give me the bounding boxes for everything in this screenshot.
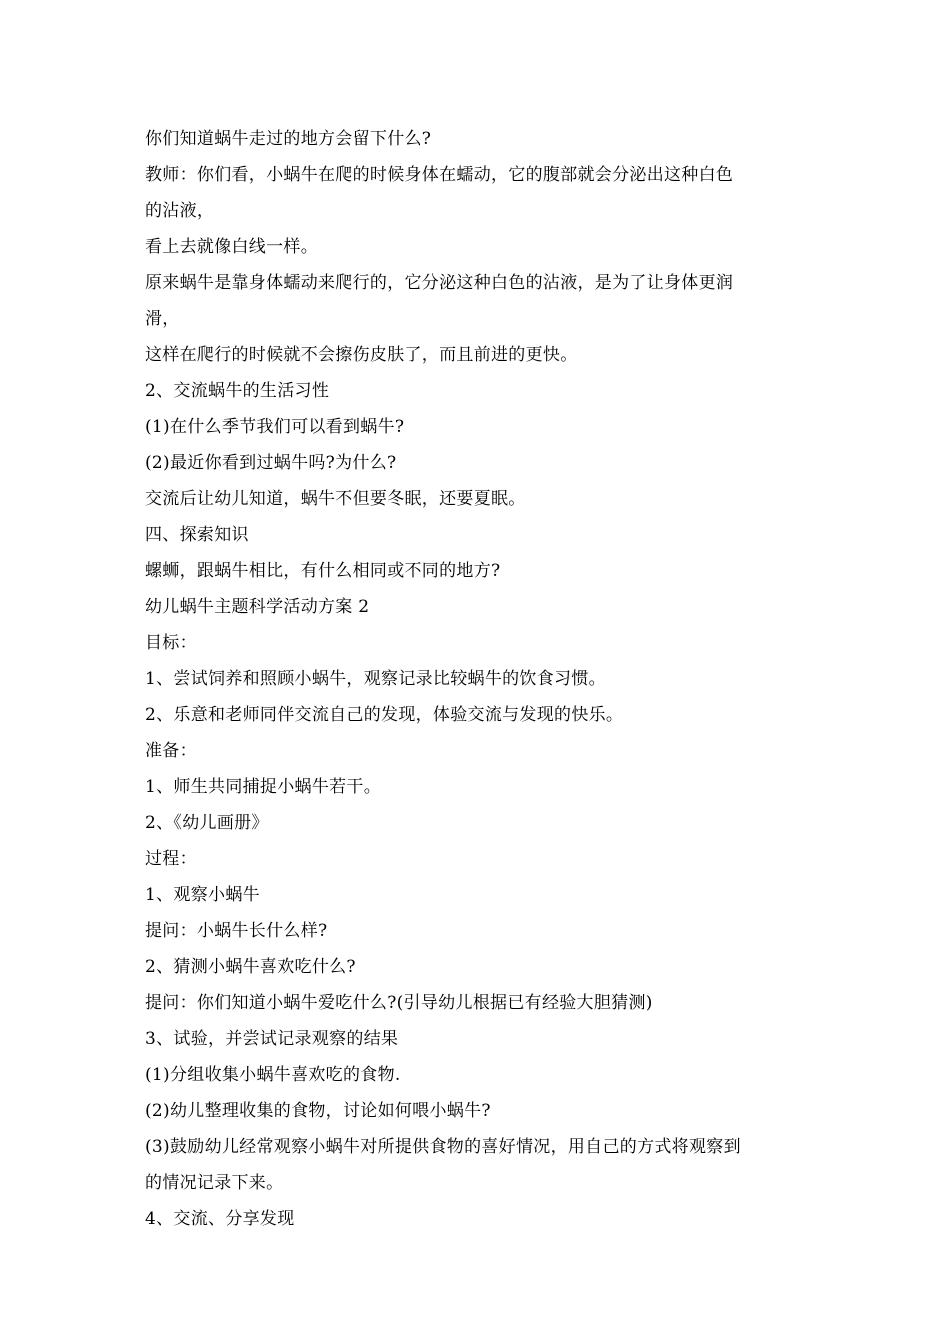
question-item: (2)幼儿整理收集的食物，讨论如何喂小蜗牛? — [145, 1101, 491, 1121]
text-line: 你们知道蜗牛走过的地方会留下什么? — [145, 129, 432, 149]
list-item: 1、尝试饲养和照顾小蜗牛，观察记录比较蜗牛的饮食习惯。 — [145, 669, 606, 689]
list-item: 2、猜测小蜗牛喜欢吃什么? — [145, 957, 356, 977]
document-body — [145, 121, 815, 1237]
text-line: 交流后让幼儿知道，蜗牛不但要冬眠，还要夏眠。 — [145, 489, 526, 509]
section-heading: 过程： — [145, 849, 197, 869]
list-item: 2、《幼儿画册》 — [145, 813, 269, 833]
question-item: (2)最近你看到过蜗牛吗?为什么? — [145, 453, 397, 473]
text-line: 滑， — [145, 309, 180, 329]
list-item: 3、试验，并尝试记录观察的结果 — [145, 1029, 399, 1049]
text-line: 的情况记录下来。 — [145, 1173, 284, 1193]
list-item: 2、乐意和老师同伴交流自己的发现，体验交流与发现的快乐。 — [145, 705, 624, 725]
text-line: 提问：你们知道小蜗牛爱吃什么?(引导幼儿根据已有经验大胆猜测) — [145, 993, 653, 1013]
list-item: 1、师生共同捕捉小蜗牛若干。 — [145, 777, 382, 797]
question-item: (1)在什么季节我们可以看到蜗牛? — [145, 417, 405, 437]
text-line: 的沾液， — [145, 201, 215, 221]
text-line: 提问：小蜗牛长什么样? — [145, 921, 328, 941]
text-line: 教师：你们看，小蜗牛在爬的时候身体在蠕动，它的腹部就会分泌出这种白色 — [145, 165, 734, 185]
text-line: 看上去就像白线一样。 — [145, 237, 318, 257]
section-heading: 四、探索知识 — [145, 525, 249, 545]
list-item: 1、观察小蜗牛 — [145, 885, 260, 905]
plan-title: 幼儿蜗牛主题科学活动方案 2 — [145, 597, 370, 617]
text-line: 这样在爬行的时候就不会擦伤皮肤了，而且前进的更快。 — [145, 345, 578, 365]
list-item: 4、交流、分享发现 — [145, 1209, 295, 1229]
text-line: 原来蜗牛是靠身体蠕动来爬行的，它分泌这种白色的沾液，是为了让身体更润 — [145, 273, 734, 293]
section-heading: 2、交流蜗牛的生活习性 — [145, 381, 330, 401]
text-line: 螺蛳，跟蜗牛相比，有什么相同或不同的地方? — [145, 561, 501, 581]
question-item: (1)分组收集小蜗牛喜欢吃的食物. — [145, 1065, 401, 1085]
section-heading: 准备： — [145, 741, 197, 761]
question-item: (3)鼓励幼儿经常观察小蜗牛对所提供食物的喜好情况，用自己的方式将观察到 — [145, 1137, 741, 1157]
section-heading: 目标： — [145, 633, 197, 653]
